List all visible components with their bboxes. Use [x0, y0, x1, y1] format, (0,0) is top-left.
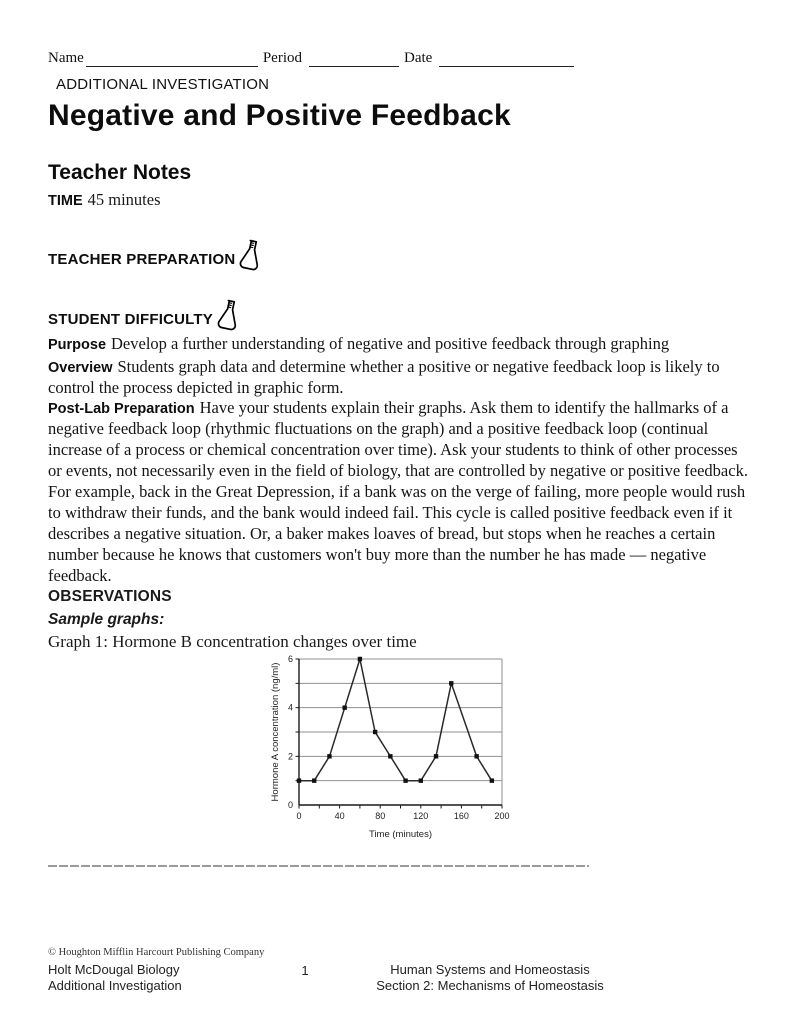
- overview-label: Overview: [48, 360, 113, 376]
- answer-blank-line: [48, 853, 589, 867]
- flask-icon: [216, 298, 242, 332]
- svg-text:160: 160: [453, 811, 469, 821]
- purpose-label: Purpose: [48, 337, 107, 353]
- graph1-caption: Graph 1: Hormone B concentration changes over time: [48, 632, 417, 651]
- teacher-preparation-heading: TEACHER PREPARATION: [48, 250, 236, 268]
- footer-book-info: [48, 962, 182, 994]
- svg-text:120: 120: [413, 811, 429, 821]
- overview-paragraph: [48, 356, 748, 398]
- svg-text:0: 0: [287, 800, 293, 810]
- time-line: [48, 190, 161, 210]
- postlab-label: Post-Lab Preparation: [48, 401, 195, 417]
- footer-section-subtitle: Section 2: Mechanisms of Homeostasis: [376, 978, 604, 993]
- line-chart-svg: [270, 650, 522, 846]
- footer-section-info: [330, 962, 650, 994]
- svg-text:Time (minutes): Time (minutes): [369, 829, 432, 840]
- page-title: Negative and Positive Feedback: [48, 99, 511, 132]
- svg-text:40: 40: [334, 811, 345, 821]
- hormone-line-chart: [270, 650, 522, 846]
- teacher-preparation-section: [48, 238, 264, 280]
- svg-text:4: 4: [287, 702, 293, 713]
- svg-text:2: 2: [287, 751, 293, 762]
- svg-text:200: 200: [494, 811, 510, 821]
- time-value: 45 minutes: [87, 190, 161, 209]
- svg-text:Hormone A concentration (ng/ml: Hormone A concentration (ng/ml): [270, 662, 281, 802]
- page-number: 1: [301, 963, 309, 978]
- copyright-notice: © Houghton Mifflin Harcourt Publishing Company: [48, 947, 265, 958]
- sample-graphs-heading: Sample graphs:: [48, 611, 165, 628]
- teacher-notes-heading: Teacher Notes: [48, 161, 192, 184]
- document-kicker: ADDITIONAL INVESTIGATION: [56, 76, 270, 93]
- purpose-text: Develop a further understanding of negative and positive feedback through graphing: [111, 334, 670, 353]
- footer-section-title: Human Systems and Homeostasis: [390, 962, 590, 977]
- footer-book-title: Holt McDougal Biology: [48, 962, 180, 977]
- purpose-paragraph: [48, 333, 748, 354]
- name-blank: [86, 52, 258, 67]
- observations-heading: OBSERVATIONS: [48, 588, 172, 605]
- student-difficulty-heading: STUDENT DIFFICULTY: [48, 310, 213, 328]
- flask-icon: [238, 238, 264, 272]
- svg-text:6: 6: [287, 654, 293, 664]
- period-label: Period: [262, 50, 302, 66]
- postlab-text: Have your students explain their graphs. Ask them to identify the hallmarks of a negative feedback loop (rhythmic fluctuations on the graph) and a positive feedback loop (continual increase of a process or chemical concentration over time). Ask your students to think of other processes or events, not necessarily even in the field of biology, that are controlled by negative or positive feedback. For example, back in the Great Depression, if a bank was on the verge of failing, more people would rush to withdraw their funds, and the bank would indeed fail. This cycle is called positive feedback even if it describes a negative situation. Or, a baker makes loaves of bread, but stops when he reaches a certain number because he knows that customers won't buy more than the number he has made — negative feedback.: [48, 398, 748, 585]
- date-blank: [439, 52, 574, 67]
- period-blank: [309, 52, 399, 67]
- postlab-paragraph: [48, 397, 748, 586]
- date-label: Date: [404, 50, 433, 66]
- header-fill-in-row: [48, 50, 588, 67]
- svg-text:80: 80: [375, 811, 386, 821]
- footer-book-subtitle: Additional Investigation: [48, 978, 182, 993]
- time-label: TIME: [48, 193, 83, 209]
- svg-text:0: 0: [296, 811, 302, 821]
- overview-text: Students graph data and determine whether a positive or negative feedback loop is likely to control the process depicted in graphic form.: [48, 357, 720, 397]
- name-label: Name: [48, 50, 84, 66]
